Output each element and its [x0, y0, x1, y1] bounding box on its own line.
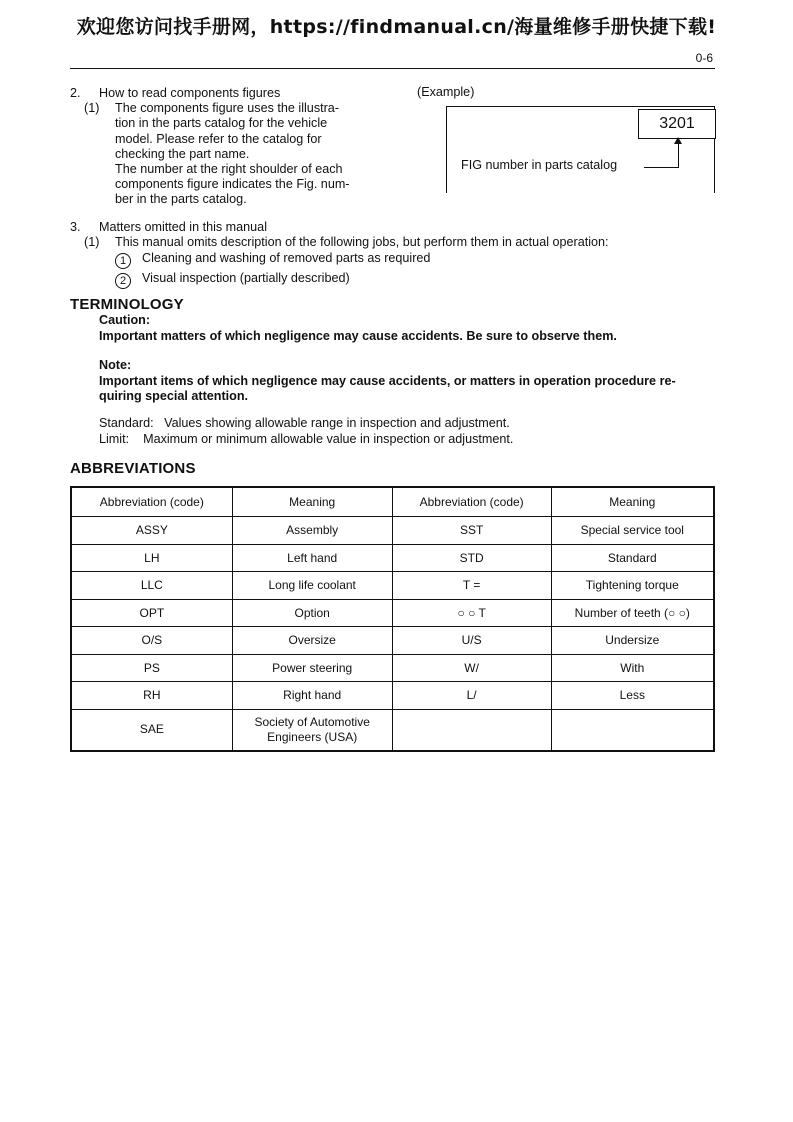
table-cell: W/ [392, 654, 551, 682]
section-3-number: 3. [70, 220, 81, 234]
omitted-item: 2 Visual inspection (partially described) [115, 271, 350, 289]
column-header: Meaning [232, 487, 392, 517]
section-2-line: The components figure uses the illustra- [115, 101, 340, 116]
download-banner: 欢迎您访问找手册网，https://findmanual.cn/海量维修手册快捷下载! [76, 16, 717, 38]
table-cell: Special service tool [551, 517, 714, 545]
table-row [71, 682, 714, 710]
table-cell: Oversize [232, 627, 392, 655]
page-number: 0-6 [695, 51, 713, 65]
abbreviations-table [70, 486, 715, 752]
circled-number-1: 1 [115, 253, 131, 269]
table-cell: Power steering [232, 654, 392, 682]
section-2-line: tion in the parts catalog for the vehicle [115, 116, 328, 131]
table-cell: SAE [71, 709, 232, 751]
column-header: Abbreviation (code) [71, 487, 232, 517]
circled-number-2: 2 [115, 273, 131, 289]
table-row [71, 572, 714, 600]
standard-text: Values showing allowable range in inspection and adjustment. [164, 416, 510, 430]
table-cell: LH [71, 544, 232, 572]
table-cell: Left hand [232, 544, 392, 572]
table-cell: Less [551, 682, 714, 710]
table-row [71, 654, 714, 682]
section-2-body [115, 101, 390, 207]
table-cell: Long life coolant [232, 572, 392, 600]
column-header: Abbreviation (code) [392, 487, 551, 517]
standard-definition [99, 416, 724, 432]
section-2-title: How to read components figures [99, 86, 281, 100]
table-cell: Society of Automotive Engineers (USA) [232, 709, 392, 751]
table-cell: SST [392, 517, 551, 545]
section-3-sub-number: (1) [84, 235, 100, 250]
omitted-item: 1 Cleaning and washing of removed parts as required [115, 251, 430, 269]
section-2-line: The number at the right shoulder of each [115, 162, 343, 177]
caution-block [99, 313, 724, 344]
table-cell: OPT [71, 599, 232, 627]
table-cell: T = [392, 572, 551, 600]
table-cell [551, 709, 714, 751]
fig-number-caption: FIG number in parts catalog [461, 158, 618, 172]
note-label: Note: [99, 358, 132, 372]
caution-label: Caution: [99, 313, 151, 327]
section-2-line: ber in the parts catalog. [115, 192, 247, 207]
abbreviations-heading: ABBREVIATIONS [70, 460, 196, 477]
table-cell: LLC [71, 572, 232, 600]
table-row [71, 599, 714, 627]
table-cell: Standard [551, 544, 714, 572]
definitions-block [99, 416, 724, 447]
section-3-intro: This manual omits description of the following jobs, but perform them in actual operation: [115, 235, 609, 250]
table-cell [392, 709, 551, 751]
column-header: Meaning [551, 487, 714, 517]
section-2 [70, 86, 390, 208]
table-cell: O/S [71, 627, 232, 655]
note-text-line: quiring special attention. [99, 389, 249, 403]
table-cell: L/ [392, 682, 551, 710]
caution-text: Important matters of which negligence may cause accidents. Be sure to observe them. [99, 328, 617, 343]
table-cell: ○ ○ T [392, 599, 551, 627]
limit-label: Limit: [99, 431, 130, 446]
table-cell: With [551, 654, 714, 682]
standard-label: Standard: [99, 416, 154, 430]
terminology-heading: TERMINOLOGY [70, 296, 184, 313]
table-cell: Undersize [551, 627, 714, 655]
section-2-number: 2. [70, 86, 81, 100]
section-2-line: checking the part name. [115, 146, 250, 161]
section-3-title: Matters omitted in this manual [99, 220, 267, 234]
table-row [71, 627, 714, 655]
pointer-line-vertical [678, 142, 679, 168]
table-cell: PS [71, 654, 232, 682]
pointer-line [644, 167, 679, 168]
table-cell: Assembly [232, 517, 392, 545]
table-row [71, 709, 714, 751]
section-2-line: components figure indicates the Fig. num- [115, 177, 350, 192]
section-2-sub-number: (1) [84, 101, 100, 116]
limit-definition [99, 432, 724, 448]
section-2-line: model. Please refer to the catalog for [115, 131, 322, 146]
table-header-row [71, 487, 714, 517]
table-row [71, 544, 714, 572]
arrow-up-icon [674, 137, 682, 144]
table-cell: ASSY [71, 517, 232, 545]
section-3 [70, 220, 730, 289]
note-block [99, 358, 724, 405]
example-label: (Example) [417, 85, 475, 99]
fig-number-box: 3201 [638, 109, 716, 139]
table-row [71, 517, 714, 545]
table-cell: U/S [392, 627, 551, 655]
table-cell: Number of teeth (○ ○) [551, 599, 714, 627]
note-text-line: Important items of which negligence may cause accidents, or matters in operation procedure re- [99, 373, 676, 388]
table-cell: Option [232, 599, 392, 627]
table-cell: Right hand [232, 682, 392, 710]
header-rule [70, 68, 715, 69]
limit-text: Maximum or minimum allowable value in inspection or adjustment. [143, 431, 514, 446]
table-cell: Tightening torque [551, 572, 714, 600]
table-cell: RH [71, 682, 232, 710]
table-cell: STD [392, 544, 551, 572]
